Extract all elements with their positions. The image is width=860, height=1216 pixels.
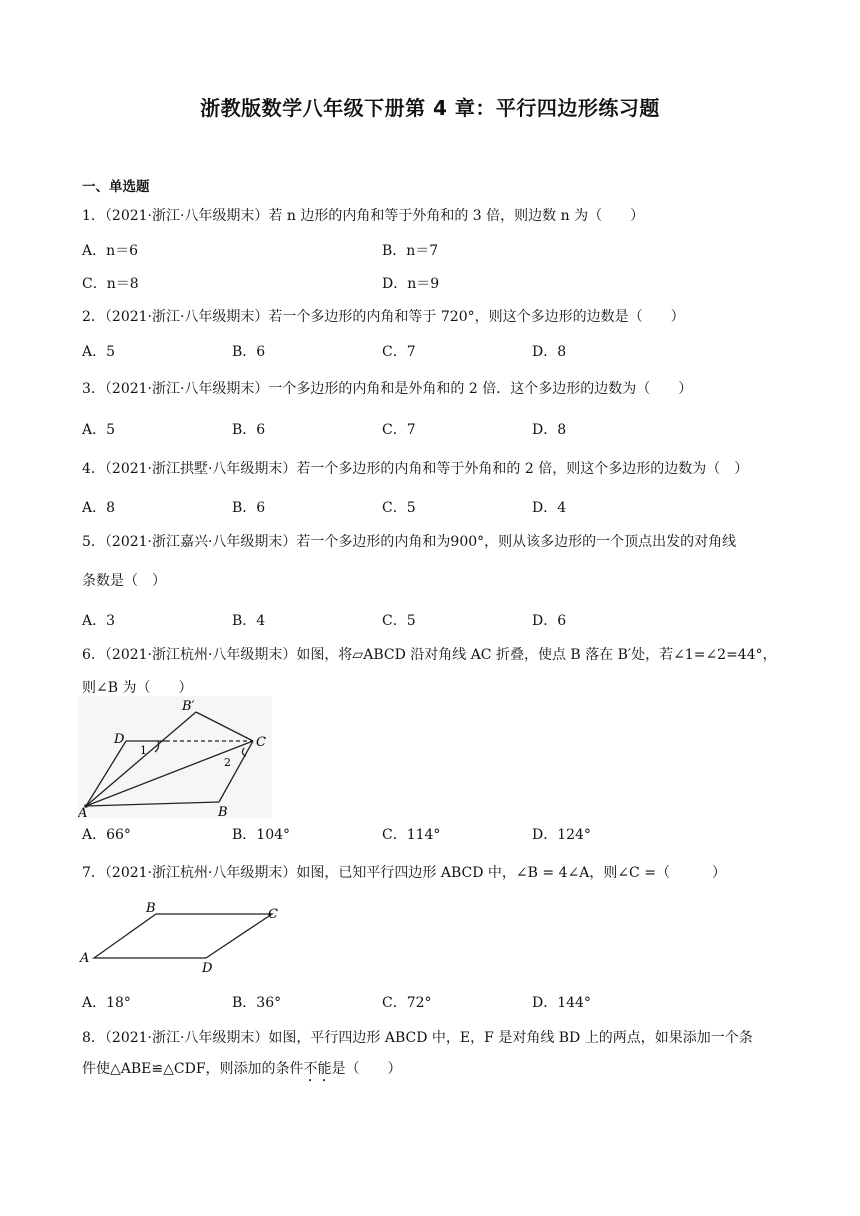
q7-figure: [78, 896, 288, 976]
q7-parallelogram: [94, 914, 272, 958]
q6-label-b-prime: B′: [182, 699, 195, 714]
page-title: 浙教版数学八年级下册第 4 章：平行四边形练习题: [200, 96, 660, 120]
q6-figure: [78, 696, 272, 818]
q7-label-b: B: [146, 901, 156, 916]
q7-label-d: D: [202, 961, 213, 976]
question-6-stem: 6．（2021·浙江杭州·八年级期末）如图，将▱ABCD 沿对角线 AC 折叠，使点 B 落在 B′处，若∠1=∠2=44°，: [82, 647, 777, 663]
q1-option-b[interactable]: B．n＝7: [382, 243, 439, 259]
q7-label-a: A: [80, 951, 90, 966]
question-1-stem: 1．（2021·浙江·八年级期末）若 n 边形的内角和等于外角和的 3 倍，则边数 n 为（ ）: [82, 208, 645, 224]
q6-label-c: C: [256, 735, 266, 750]
question-5-stem-cont: 条数是（ ）: [82, 573, 166, 589]
q4-option-a[interactable]: A．8: [82, 500, 116, 516]
q5-option-d[interactable]: D．6: [532, 613, 567, 629]
q5-option-b[interactable]: B．4: [232, 613, 266, 629]
q6-option-a[interactable]: A．66°: [82, 827, 131, 843]
question-6-stem-cont: 则∠B 为（ ）: [82, 680, 193, 696]
q2-option-c[interactable]: C．7: [382, 344, 416, 360]
q3-option-c[interactable]: C．7: [382, 422, 416, 438]
q6-label-a: A: [78, 806, 88, 818]
q2-option-a[interactable]: A．5: [82, 344, 116, 360]
q7-label-c: C: [268, 907, 278, 922]
q3-option-d[interactable]: D．8: [532, 422, 567, 438]
q2-option-b[interactable]: B．6: [232, 344, 266, 360]
q4-option-d[interactable]: D．4: [532, 500, 567, 516]
q8-emphasis-not: 不能: [303, 1061, 332, 1077]
q6-option-d[interactable]: D．124°: [532, 827, 591, 843]
q4-option-c[interactable]: C．5: [382, 500, 416, 516]
q6-angle-2-label: 2: [224, 756, 231, 769]
q7-option-b[interactable]: B．36°: [232, 995, 282, 1011]
section-heading: 一、单选题: [82, 179, 150, 195]
q6-option-c[interactable]: C．114°: [382, 827, 441, 843]
q8-stem-part-1: 件使△ABE≌△CDF，则添加的条件: [82, 1061, 304, 1077]
q6-option-b[interactable]: B．104°: [232, 827, 291, 843]
question-7-stem: 7．（2021·浙江杭州·八年级期末）如图，已知平行四边形 ABCD 中，∠B = 4∠A，则∠C =（ ）: [82, 865, 726, 881]
q2-option-d[interactable]: D．8: [532, 344, 567, 360]
q6-label-b: B: [218, 805, 228, 818]
q4-option-b[interactable]: B．6: [232, 500, 266, 516]
q5-option-c[interactable]: C．5: [382, 613, 416, 629]
question-2-stem: 2．（2021·浙江·八年级期末）若一个多边形的内角和等于 720°，则这个多边形的边数是（ ）: [82, 309, 685, 325]
q3-option-a[interactable]: A．5: [82, 422, 116, 438]
q6-angle-1-label: 1: [140, 744, 147, 757]
question-8-stem: 8．（2021·浙江·八年级期末）如图，平行四边形 ABCD 中，E，F 是对角线 BD 上的两点，如果添加一个条: [82, 1030, 753, 1046]
question-8-stem-cont: [82, 1058, 402, 1085]
q1-option-d[interactable]: D．n＝9: [382, 276, 440, 292]
question-4-stem: 4．（2021·浙江拱墅·八年级期末）若一个多边形的内角和等于外角和的 2 倍，则这个多边形的边数为（ ）: [82, 461, 749, 477]
q1-option-c[interactable]: C．n＝8: [82, 276, 139, 292]
q7-option-a[interactable]: A．18°: [82, 995, 131, 1011]
q8-stem-part-2: 是（ ）: [331, 1061, 402, 1077]
q3-option-b[interactable]: B．6: [232, 422, 266, 438]
q7-option-c[interactable]: C．72°: [382, 995, 432, 1011]
q1-option-a[interactable]: A．n＝6: [82, 243, 139, 259]
q5-option-a[interactable]: A．3: [82, 613, 116, 629]
question-5-stem: 5．（2021·浙江嘉兴·八年级期末）若一个多边形的内角和为900°，则从该多边形的一个顶点出发的对角线: [82, 534, 737, 550]
q7-option-d[interactable]: D．144°: [532, 995, 591, 1011]
q6-label-d: D: [114, 732, 125, 747]
question-3-stem: 3．（2021·浙江·八年级期末）一个多边形的内角和是外角和的 2 倍．这个多边形的边数为（ ）: [82, 381, 693, 397]
